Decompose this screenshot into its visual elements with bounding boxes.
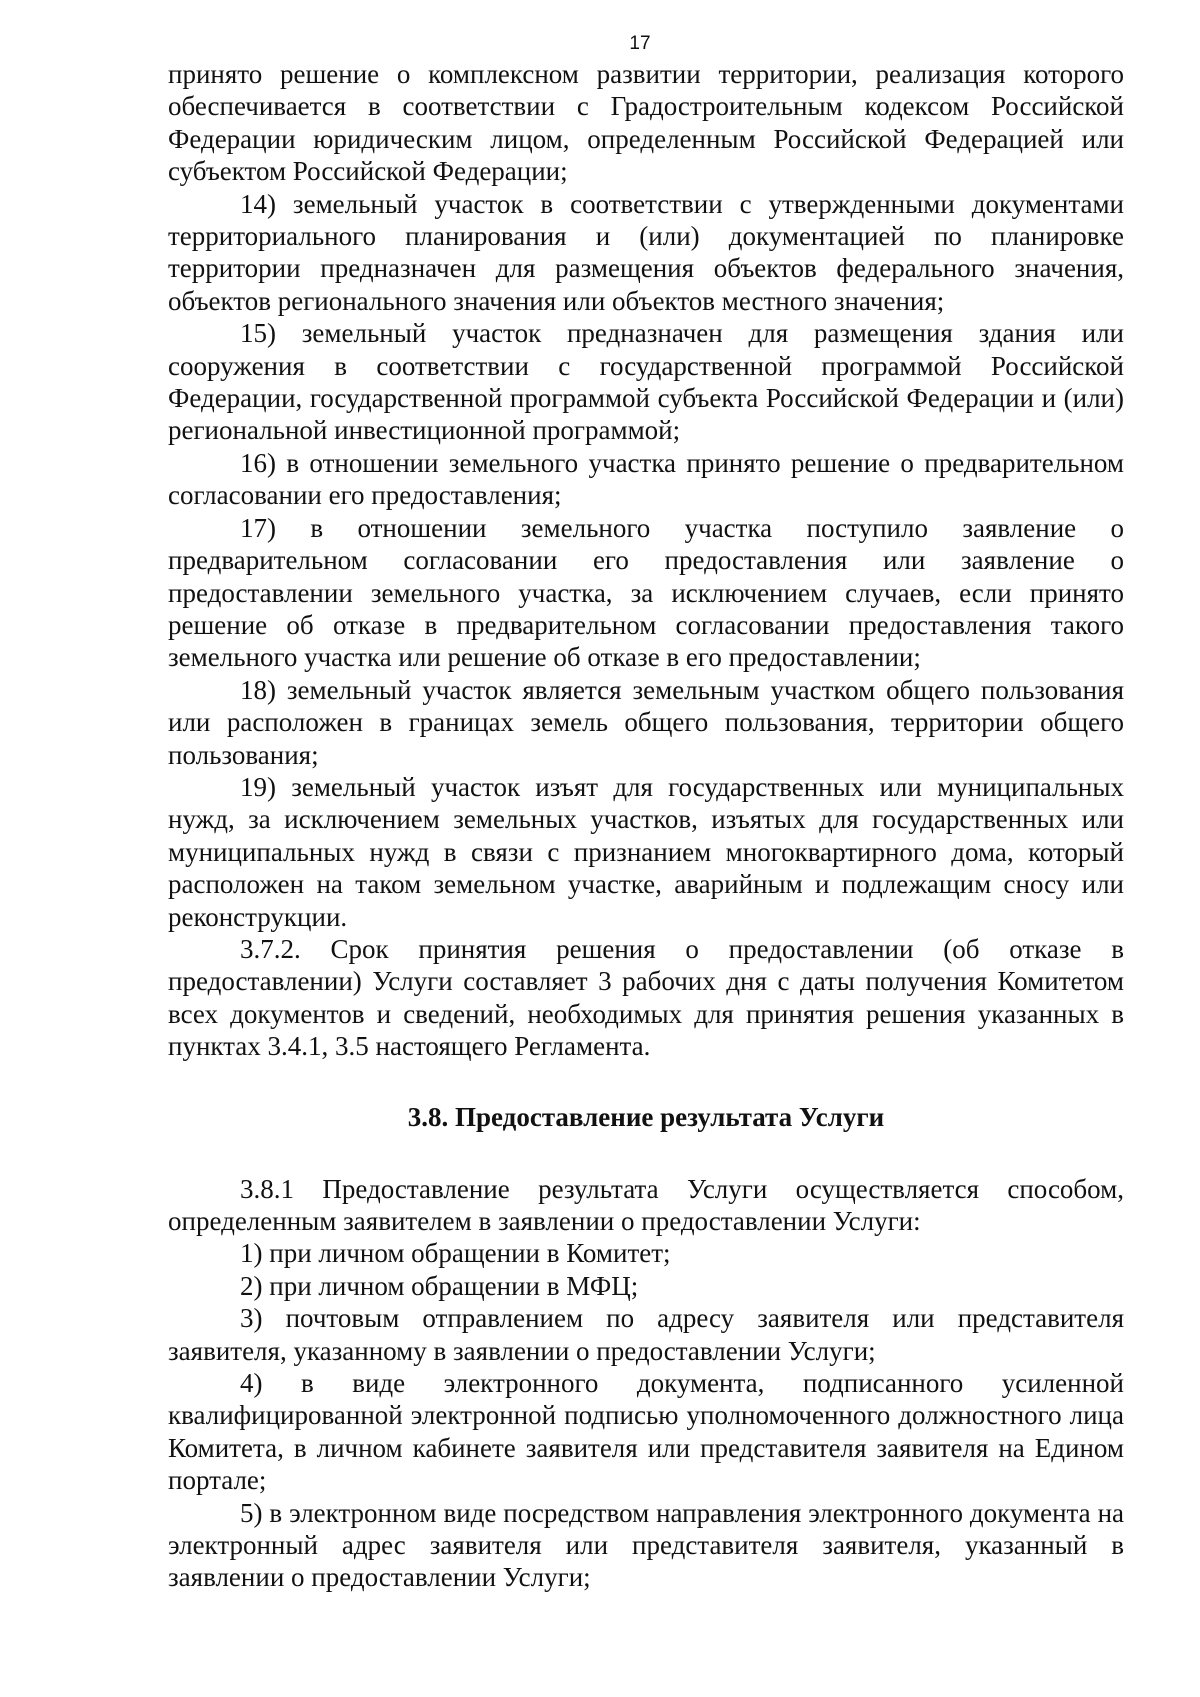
list-item-17: 17) в отношении земельного участка поступило заявление о предварительном согласовании его предоставления или заявление о предоставлении земельного участка, за исключением случаев, если принято решение об отказе в предварительном согласовании предоставления такого земельного участка или решение об отказе в его предоставлении; xyxy=(168,512,1124,673)
list-item-16: 16) в отношении земельного участка принято решение о предварительном согласовании его предоставления; xyxy=(168,447,1124,511)
list-item-18: 18) земельный участок является земельным участком общего пользования или расположен в границах земель общего пользования, территории общего пользования; xyxy=(168,674,1124,770)
document-body xyxy=(168,58,1124,1594)
delivery-option-1: 1) при личном обращении в Комитет; xyxy=(240,1238,671,1269)
clause-3-7-2: 3.7.2. Срок принятия решения о предоставлении (об отказе в предоставлении) Услуги составляет 3 рабочих дня с даты получения Комитетом всех документов и сведений, необходимых для принятия решения указанных в пунктах 3.4.1, 3.5 настоящего Регламента. xyxy=(168,933,1124,1062)
paragraphs-after-section xyxy=(168,1173,1124,1594)
delivery-option-3: 3) почтовым отправлением по адресу заявителя или представителя заявителя, указанному в заявлении о предоставлении Услуги; xyxy=(168,1303,1124,1366)
page-number: 17 xyxy=(629,33,651,54)
section-heading: 3.8. Предоставление результата Услуги xyxy=(407,1101,885,1132)
list-item-19: 19) земельный участок изъят для государственных или муниципальных нужд, за исключением земельных участков, изъятых для государственных или муниципальных нужд в связи с признанием многоквартирного дома, который расположен на таком земельном участке, аварийным и подлежащим сносу или реконструкции. xyxy=(168,771,1124,932)
delivery-option-4: 4) в виде электронного документа, подписанного усиленной квалифицированной электронной подписью уполномоченного должностного лица Комитета, в личном кабинете заявителя или представителя заявителя на Едином портале; xyxy=(168,1368,1124,1496)
clause-3-8-1: 3.8.1 Предоставление результата Услуги осуществляется способом, определенным заявителем в заявлении о предоставлении Услуги: xyxy=(168,1173,1124,1236)
list-item-14: 14) земельный участок в соответствии с утвержденными документами территориального планирования и (или) документацией по планировке территории предназначен для размещения объектов федерального значения, объектов регионального значения или объектов местного значения; xyxy=(168,188,1124,316)
delivery-option-2: 2) при личном обращении в МФЦ; xyxy=(240,1270,639,1301)
paragraph-continuation: принято решение о комплексном развитии территории, реализация которого обеспечивается в соответствии с Градостроительным кодексом Российской Федерации юридическим лицом, определенным Российской Федерацией или субъектом Российской Федерации; xyxy=(168,59,1124,187)
list-item-15: 15) земельный участок предназначен для размещения здания или сооружения в соответствии с государственной программой Российской Федерации, государственной программой субъекта Российской Федерации и (или) региональной инвестиционной программой; xyxy=(168,318,1124,446)
paragraphs-before-section xyxy=(168,58,1124,1063)
delivery-option-5: 5) в электронном виде посредством направления электронного документа на электронный адрес заявителя или представителя заявителя, указанный в заявлении о предоставлении Услуги; xyxy=(168,1497,1124,1593)
